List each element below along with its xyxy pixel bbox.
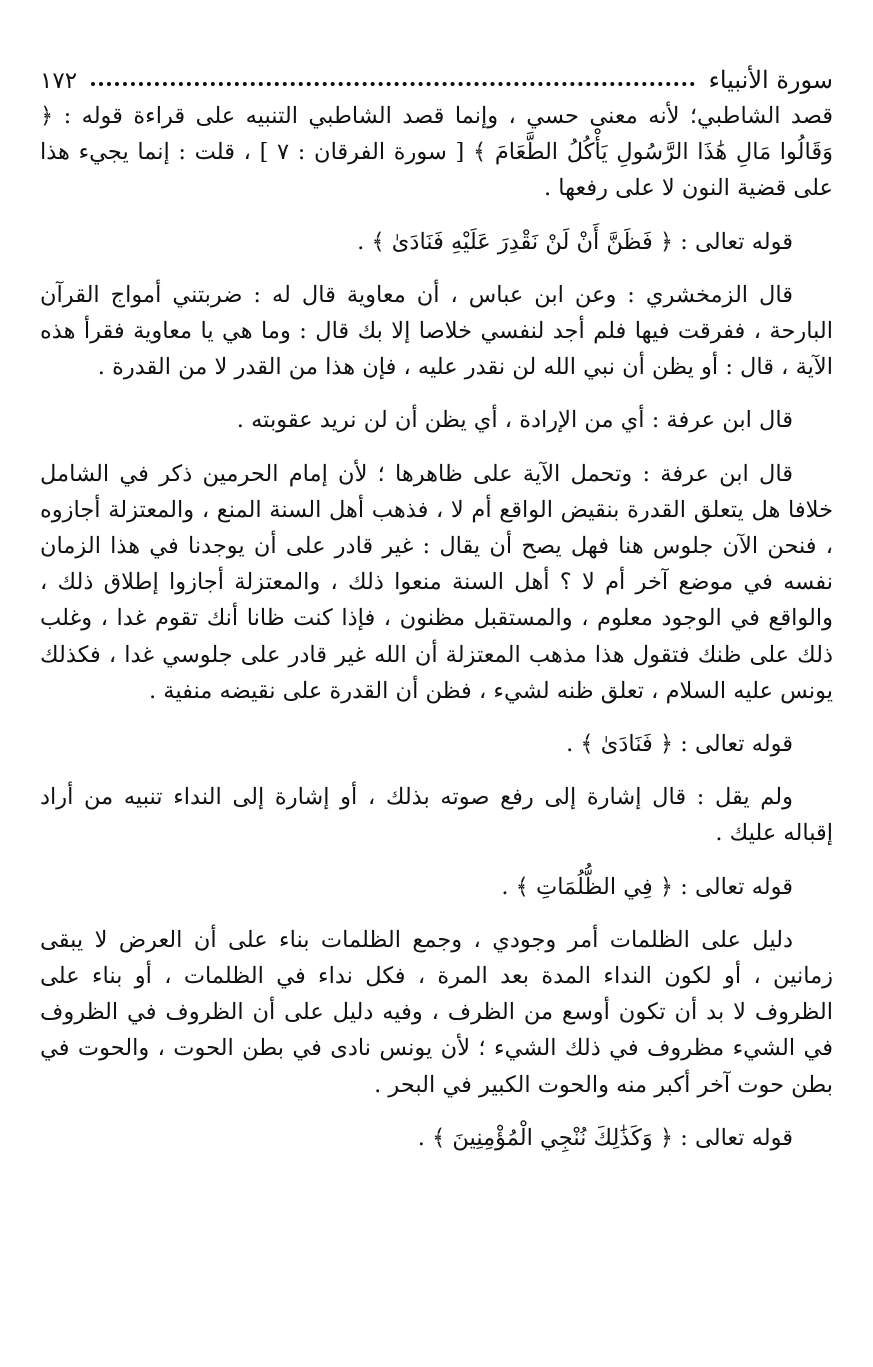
header-dotted-leader [91,82,695,86]
paragraph-4: قال ابن عرفة : وتحمل الآية على ظاهرها ؛ لأن إمام الحرمين ذكر في الشامل خلافا هل يتعلق القدرة بنقيض الواقع أم لا ، فذهب أهل السنة المنع ، والمعتزلة أجازوه ، فنحن الآن جلوس هنا فهل يصح أن يقال : غير قادر على أن يوجدنا في هذا الزمان نفسه في موضع آخر أم لا ؟ أهل السنة منعوا ذلك ، والمعتزلة أجازوا إطلاق ذلك ، والواقع في الوجود معلوم ، والمستقبل مظنون ، فإذا كنت ظانا أنك تقوم غدا ، وغلب ذلك على ظنك فتقول هذا مذهب المعتزلة أن الله غير قادر على جلوسي غدا ، فكذلك يونس عليه السلام ، تعلق ظنه لشيء ، فظن أن القدرة على نقيضه منفية . [40,460,833,704]
paragraph-6: دليل على الظلمات أمر وجودي ، وجمع الظلمات بناء على أن العرض لا يبقى زمانين ، أو لكون النداء المدة بعد المرة ، فكل نداء في الظلمات ، أو بناء على الظروف لا بد أن تكون أوسع من الظرف ، وفيه دليل على أن الظروف في الظروف في الشيء مظروف في ذلك الشيء ؛ لأن يونس نادى في بطن الحوت ، والحوت في بطن حوت آخر أكبر منه والحوت الكبير في البحر . [40,926,833,1098]
verse-heading-2: قوله تعالى : ﴿ فَنَادَىٰ ﴾ . [566,731,793,758]
verse-heading-1: قوله تعالى : ﴿ فَظَنَّ أَنْ لَنْ نَقْدِرَ عَلَيْهِ فَنَادَىٰ ﴾ . [357,228,793,255]
page-number: ١٧٢ [40,68,78,94]
surah-title: سورة الأنبياء [708,66,833,94]
verse-heading-4: قوله تعالى : ﴿ وَكَذَٰلِكَ نُنْجِي الْمُؤْمِنِينَ ﴾ . [417,1124,793,1151]
paragraph-3: قال ابن عرفة : أي من الإرادة ، أي يظن أن لن نريد عقوبته . [236,407,793,434]
running-header [40,58,833,94]
paragraph-1: قصد الشاطبي؛ لأنه معنى حسي ، وإنما قصد الشاطبي التنبيه على قراءة قوله : ﴿ وَقَالُوا مَالِ هَٰذَا الرَّسُولِ يَأْكُلُ الطَّعَامَ ﴾ [ سورة الفرقان : ٧ ] ، قلت : إنما يجيء هذا على قضية النون لا على رفعها . [40,103,833,202]
paragraph-2: قال الزمخشري : وعن ابن عباس ، أن معاوية قال له : ضربتني أمواج القرآن البارحة ، ففرقت فيها فلم أجد لنفسي خلاصا إلا بك قال : وما هي يا معاوية فقرأ هذه الآية ، قال : أو يظن أن نبي الله لن نقدر عليه ، فإن هذا من القدر لا من القدرة . [40,281,833,381]
paragraph-5: ولم يقل : قال إشارة إلى رفع صوته بذلك ، أو إشارة إلى النداء تنبيه من أراد إقباله عليك . [40,784,833,847]
body-text [40,98,833,1156]
verse-heading-3: قوله تعالى : ﴿ فِي الظُّلُمَاتِ ﴾ . [501,873,793,900]
page [40,58,833,1156]
